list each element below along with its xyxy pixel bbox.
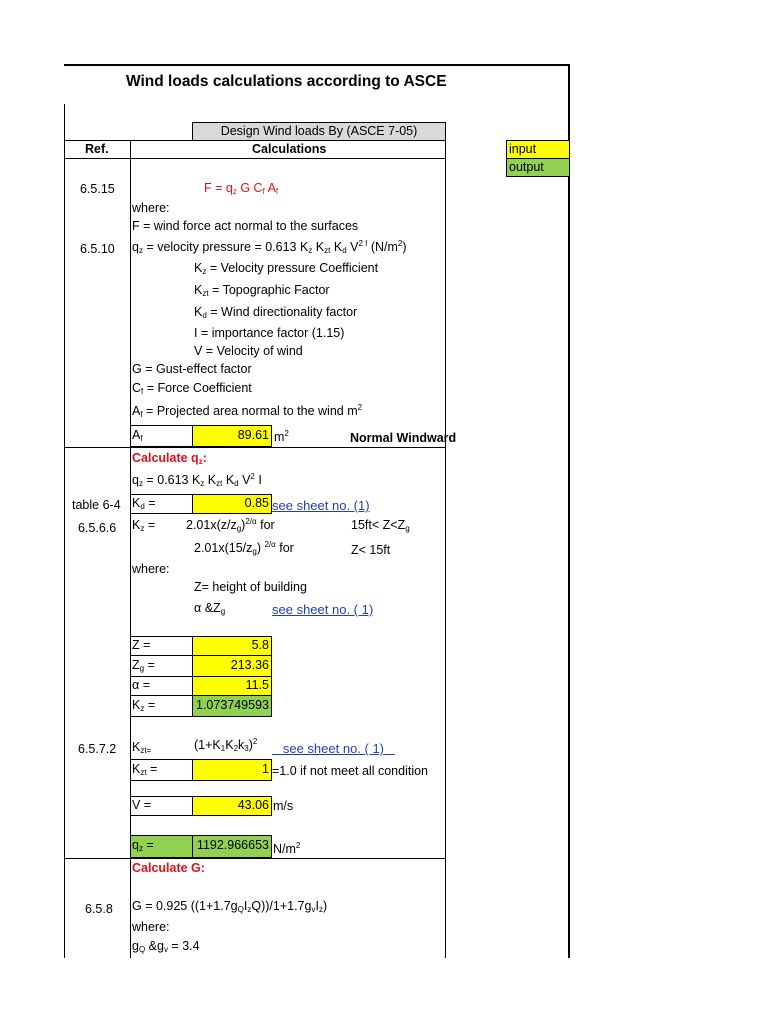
calc-qz-heading: Calculate $q_z$: [132, 451, 207, 466]
normal-windward-label: Normal Windward [350, 431, 457, 445]
kz-formula-2: $2.01x(15/z_g)$ $^{2/\alpha}$ for [194, 540, 294, 556]
see-sheet-link-3[interactable]: see sheet no. ( 1) [282, 741, 385, 756]
zg-input-cell[interactable]: 213.36 [192, 655, 272, 677]
alpha-input-cell[interactable]: 11.5 [192, 676, 272, 696]
where-label-1: where: [132, 201, 170, 215]
ref-column-header: Ref. [85, 142, 109, 156]
ref-6-5-6-6: 6.5.6.6 [78, 521, 117, 535]
ref-6-5-8: 6.5.8 [85, 902, 113, 916]
cf-description: $C_f$ = Force Coefficient [132, 381, 252, 396]
gq-gv-values: $g_Q$ $\&g_v = 3.4$ [132, 939, 200, 954]
where-label-2: where: [132, 562, 170, 576]
section-sep-2 [64, 858, 446, 859]
kzt-description: $K_{zt}$ = Topographic Factor [194, 283, 330, 298]
kz-condition-2: Z< 15ft [351, 543, 391, 557]
kd-description: $K_d$ = Wind directionality factor [194, 305, 358, 320]
ref-table-6-4: table 6-4 [72, 498, 121, 512]
page-title: Wind loads calculations according to ASCE [126, 73, 447, 90]
right-border [568, 64, 570, 958]
kzt-formula: $(1+K_1K_2k_3)^2$ [194, 737, 258, 753]
importance-description: I = importance factor (1.15) [194, 326, 345, 340]
kd-label-cell: $K_d$ = [130, 494, 193, 514]
legend-input [506, 140, 570, 159]
left-border [64, 104, 65, 958]
where-label-3: where: [132, 920, 170, 934]
zg-label-cell: $Z_g$ = [130, 655, 193, 677]
alpha-label-cell: α = [130, 676, 193, 696]
design-label: Design Wind loads By (ASCE 7-05) [220, 124, 418, 138]
kz-description: $K_z$ = Velocity pressure Coefficient [194, 261, 379, 276]
qz-unit: $N/m^2$ [273, 841, 301, 856]
qz-formula: $q_z = 0.613$ $K_z$ $K_{zt}$ $K_d$ $V^2$ I [132, 472, 262, 488]
kz-formula-1: $2.01x(z/z_g)^{2/\alpha}$ for [186, 517, 275, 533]
legend-input-label: input [509, 142, 537, 156]
af-label-cell: $A_f$ [130, 425, 193, 447]
legend-output [506, 158, 570, 177]
kz-output-cell: 1.073749593 [192, 695, 272, 717]
kz-label: $K_z$ = [132, 518, 156, 533]
kd-input-cell[interactable]: 0.85 [192, 494, 272, 514]
z-input-cell[interactable]: 5.8 [192, 636, 272, 656]
v-input-cell[interactable]: 43.06 [192, 796, 272, 816]
z-description: Z= height of building [194, 580, 307, 594]
velocity-pressure-description: $q_z$ = velocity pressure = 0.613 $K_z$ $K_{zt}$ $K_d$ $V^{2 I}$ $(N/m^2)$ [132, 239, 407, 255]
af-description: $A_f$ = Projected area normal to the wind $m^2$ [132, 403, 363, 419]
v-label-cell: V = [130, 796, 193, 816]
af-unit: $m^2$ [274, 429, 289, 444]
v-unit: m/s [273, 799, 294, 813]
ref-6-5-10: 6.5.10 [80, 242, 115, 256]
header-bottom-line [64, 158, 446, 159]
g-formula: G = 0.925 $((1+1.7g_QI_zQ))/1+1.7g_vI_z$) [132, 899, 328, 914]
kzt-input-cell[interactable]: 1 [192, 759, 272, 781]
top-border [64, 64, 570, 66]
kzt-note: =1.0 if not meet all condition [272, 764, 428, 778]
calc-column-right [445, 140, 446, 958]
z-label-cell: Z = [130, 636, 193, 656]
see-sheet-link-1[interactable]: see sheet no. (1) [272, 498, 370, 513]
ref-6-5-15: 6.5.15 [80, 182, 115, 196]
velocity-description: V = Velocity of wind [194, 344, 303, 358]
design-header [192, 122, 446, 141]
kz-condition-1: $15ft< Z<Z_g$ [351, 518, 410, 533]
gust-description: G = Gust-effect factor [132, 362, 252, 376]
calc-column-header: Calculations [252, 142, 327, 156]
legend-output-label: output [509, 160, 544, 174]
calc-g-heading: Calculate G: [132, 861, 205, 875]
af-input-cell[interactable]: 89.61 [192, 425, 272, 447]
section-sep-1 [64, 447, 446, 448]
force-formula: $F = q_z$ G $C_f$ $A_f$ [204, 181, 279, 196]
see-sheet-link-2[interactable]: see sheet no. ( 1) [272, 602, 374, 617]
force-description: F = wind force act normal to the surfaces [132, 219, 359, 233]
qz-label-cell: $q_z$ = [130, 835, 193, 858]
alpha-zg-description: α $\&Z_g$ [194, 601, 226, 616]
kz-label-cell: $K_z$ = [130, 695, 193, 717]
kzt-label: $K_{zt=}$ [132, 740, 152, 755]
qz-output-cell: 1192.966653 [192, 835, 272, 858]
ref-6-5-7-2: 6.5.7.2 [78, 742, 117, 756]
kzt-label-cell: $K_{zt}$ = [130, 759, 193, 781]
